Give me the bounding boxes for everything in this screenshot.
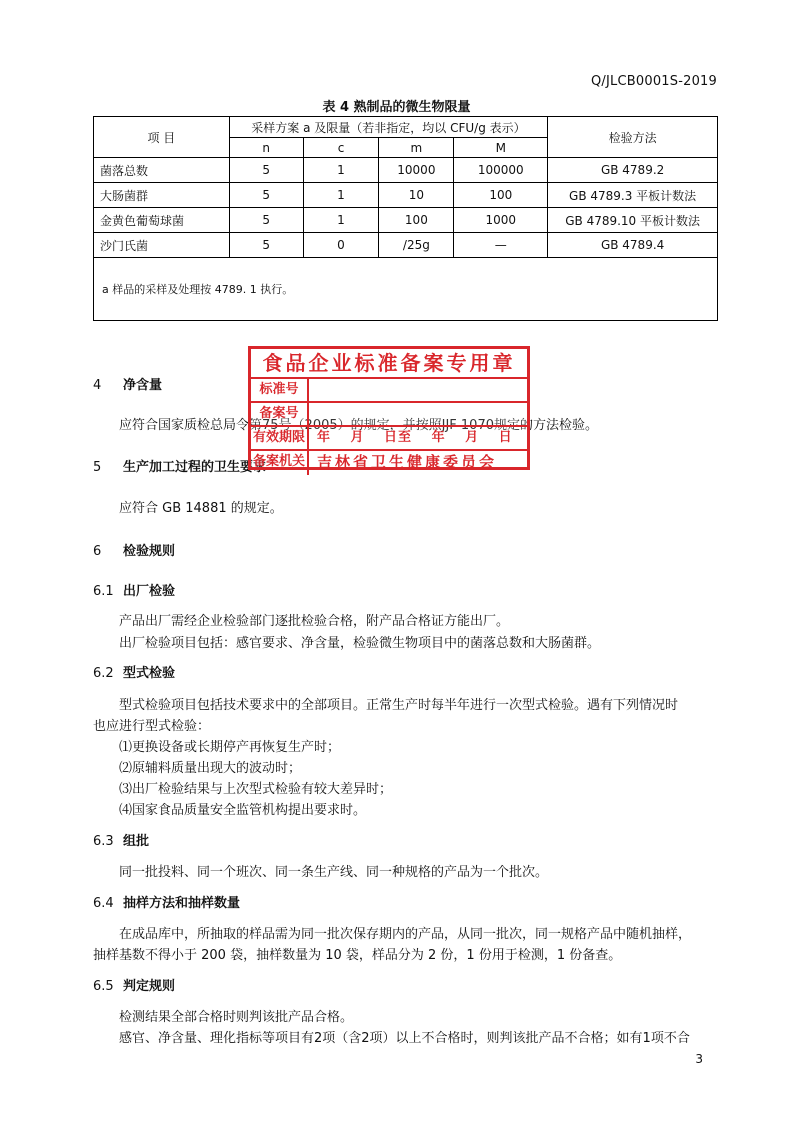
stamp-period-value: 年 月 日至 年 月 日 (317, 430, 513, 445)
table-caption: 表 4 熟制品的微生物限量 (322, 100, 471, 115)
section-6-1-p1: 产品出厂需经企业检验部门逐批检验合格，附产品合格证方能出厂。 (119, 614, 510, 629)
stamp-period-label: 有效期限 (251, 427, 309, 449)
table-row (94, 158, 718, 183)
section-title: 检验规则 (123, 544, 176, 559)
col-method-header: 检验方法 (548, 117, 718, 158)
sub-header-n: n (229, 138, 303, 158)
section-6-4-heading (93, 892, 240, 911)
cell-item: 沙门氏菌 (94, 233, 230, 258)
cell-method: GB 4789.2 (548, 158, 718, 183)
table-row (94, 233, 718, 258)
stamp-rec-value (309, 403, 527, 425)
cell-method: GB 4789.3 平板计数法 (548, 183, 718, 208)
section-6-2-p1b: 也应进行型式检验： (93, 719, 211, 734)
section-title: 型式检验 (123, 666, 176, 681)
stamp-row-record (251, 403, 527, 427)
section-title: 抽样方法和抽样数量 (123, 896, 241, 911)
section-title: 生产加工过程的卫生要求 (123, 460, 267, 475)
stamp-org-value: 吉林省卫生健康委员会 (317, 453, 498, 471)
section-6-4-p1b: 抽样基数不得小于 200 袋，抽样数量为 10 袋，样品分为 2 份，1 份用于检测，1 份备查。 (93, 948, 622, 963)
doc-code: Q/JLCB0001S-2019 (591, 74, 717, 89)
section-number: 5 (93, 460, 102, 475)
cell-M: 1000 (454, 208, 548, 233)
section-6-2-heading (93, 662, 175, 681)
cell-item: 大肠菌群 (94, 183, 230, 208)
stamp-rec-label: 备案号 (251, 403, 309, 425)
stamp-std-label: 标准号 (251, 379, 309, 401)
section-title: 净含量 (123, 378, 163, 393)
microbe-limit-table (93, 116, 718, 321)
section-number: 6.5 (93, 979, 114, 994)
table-note-row (94, 258, 718, 321)
section-4-heading (93, 374, 162, 393)
section-6-4-p1: 在成品库中，所抽取的样品需为同一批次保存期内的产品，从同一批次，同一规格产品中随机抽样， (119, 927, 692, 942)
cell-m: /25g (379, 233, 454, 258)
cell-c: 1 (303, 158, 379, 183)
section-6-2-item-3: ⑶出厂检验结果与上次型式检验有较大差异时； (119, 782, 393, 797)
table-row (94, 208, 718, 233)
stamp-row-period (251, 427, 527, 451)
section-number: 6.3 (93, 834, 114, 849)
cell-item: 金黄色葡萄球菌 (94, 208, 230, 233)
stamp-row-standard (251, 379, 527, 403)
section-6-5-p2: 感官、净含量、理化指标等项目有2项（含2项）以上不合格时，则判该批产品不合格；如有1项不合 (119, 1031, 690, 1046)
stamp-row-org (251, 451, 527, 475)
cell-m: 100 (379, 208, 454, 233)
table-note: a 样品的采样及处理按 4789. 1 执行。 (94, 258, 718, 321)
section-title: 组批 (123, 834, 150, 849)
stamp-org-label: 备案机关 (251, 451, 309, 475)
section-6-2-item-4: ⑷国家食品质量安全监管机构提出要求时。 (119, 803, 367, 818)
section-6-2-item-2: ⑵原辅料质量出现大的波动时； (119, 761, 302, 776)
cell-m: 10000 (379, 158, 454, 183)
cell-c: 1 (303, 183, 379, 208)
section-6-5-heading (93, 975, 175, 994)
col-plan-header: 采样方案 a 及限量（若非指定，均以 CFU/g 表示） (229, 117, 548, 138)
cell-c: 0 (303, 233, 379, 258)
section-number: 4 (93, 378, 102, 393)
stamp-std-value (309, 379, 527, 401)
cell-n: 5 (229, 183, 303, 208)
cell-M: 100000 (454, 158, 548, 183)
col-item-header: 项 目 (94, 117, 230, 158)
cell-c: 1 (303, 208, 379, 233)
section-6-1-p2: 出厂检验项目包括：感官要求、净含量，检验微生物项目中的菌落总数和大肠菌群。 (119, 636, 601, 651)
sub-header-m: m (379, 138, 454, 158)
table-row (94, 183, 718, 208)
cell-n: 5 (229, 208, 303, 233)
cell-item: 菌落总数 (94, 158, 230, 183)
cell-m: 10 (379, 183, 454, 208)
section-number: 6 (93, 544, 102, 559)
section-number: 6.1 (93, 584, 114, 599)
cell-method: GB 4789.10 平板计数法 (548, 208, 718, 233)
cell-n: 5 (229, 158, 303, 183)
section-title: 判定规则 (123, 979, 176, 994)
section-6-5-p1: 检测结果全部合格时则判该批产品合格。 (119, 1010, 354, 1025)
cell-M: — (454, 233, 548, 258)
section-title: 出厂检验 (123, 584, 176, 599)
section-6-2-p1: 型式检验项目包括技术要求中的全部项目。正常生产时每半年进行一次型式检验。遇有下列情况时 (119, 698, 679, 713)
section-6-3-text: 同一批投料、同一个班次、同一条生产线、同一种规格的产品为一个批次。 (119, 865, 549, 880)
cell-M: 100 (454, 183, 548, 208)
cell-n: 5 (229, 233, 303, 258)
section-number: 6.2 (93, 666, 114, 681)
section-6-1-heading (93, 580, 175, 599)
table-header-row (94, 117, 718, 138)
section-5-heading (93, 456, 266, 475)
section-6-heading (93, 540, 175, 559)
section-6-3-heading (93, 830, 149, 849)
filing-stamp (248, 346, 530, 470)
page-number: 3 (695, 1052, 703, 1066)
cell-method: GB 4789.4 (548, 233, 718, 258)
stamp-title: 食品企业标准备案专用章 (251, 349, 527, 379)
section-6-2-item-1: ⑴更换设备或长期停产再恢复生产时； (119, 740, 341, 755)
sub-header-M: M (454, 138, 548, 158)
sub-header-c: c (303, 138, 379, 158)
section-4-text: 应符合国家质检总局令第75号（2005）的规定，并按照JJF 1070规定的方法检验。 (119, 418, 598, 433)
section-number: 6.4 (93, 896, 114, 911)
section-5-text: 应符合 GB 14881 的规定。 (119, 501, 283, 516)
